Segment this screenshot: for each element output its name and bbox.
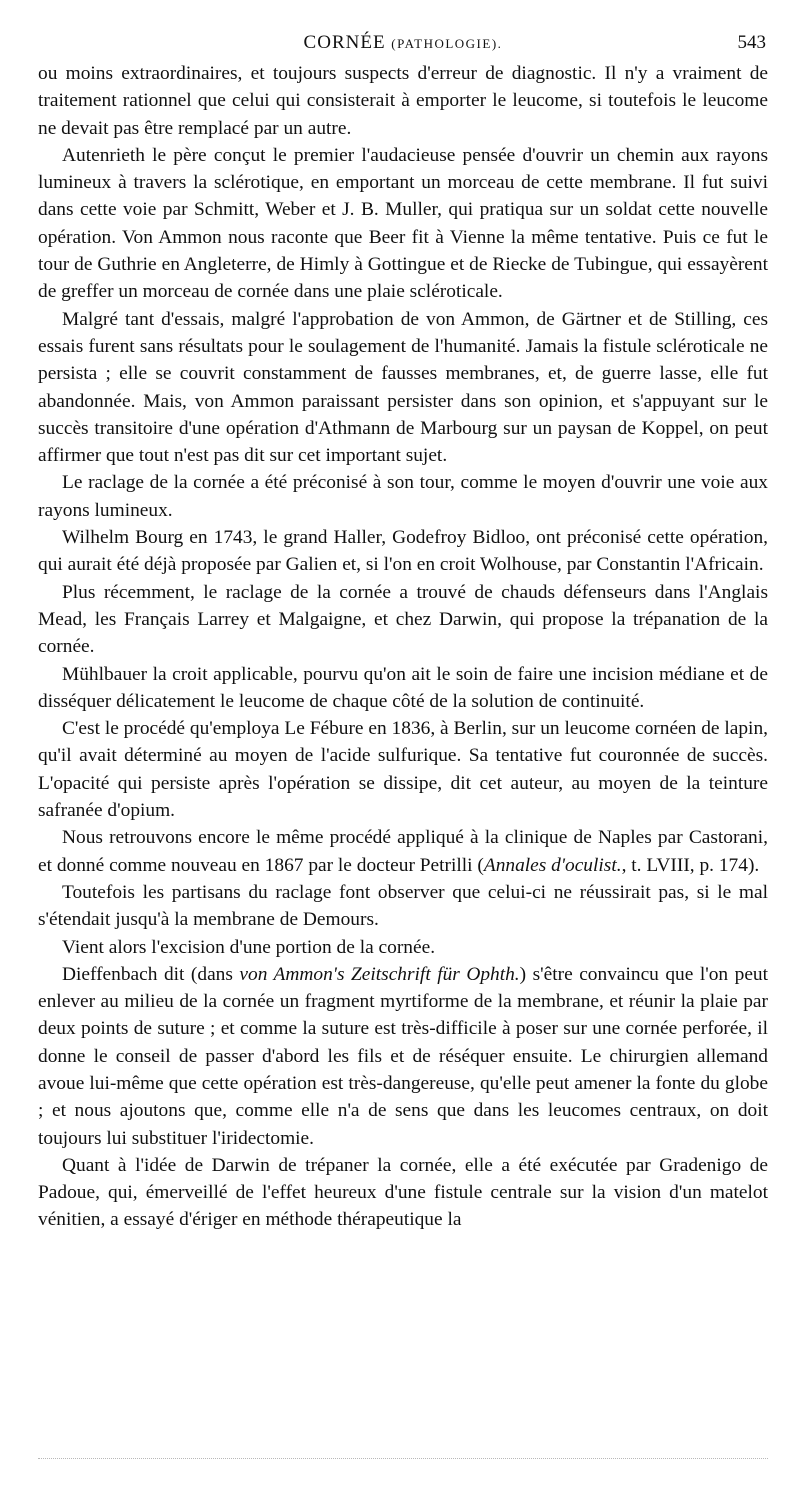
paragraph xyxy=(38,60,768,142)
paragraph xyxy=(38,961,768,1152)
paragraph-text: Wilhelm Bourg en 1743, le grand Haller, Godefroy Bidloo, ont préconisé cette opération, qui aurait été déjà proposée par Galien et, si l'on en croit Wolhouse, par Constantin l'Africain. xyxy=(38,527,768,576)
running-head xyxy=(38,28,768,60)
paragraph-text: ou moins extraordinaires, et toujours suspects d'erreur de diagnostic. Il n'y a vraiment de traitement rationnel que celui qui consisterait à emporter le leucome, si toutefois le leucome ne devait pas être remplacé par un autre. xyxy=(38,63,768,139)
paragraph-text: C'est le procédé qu'employa Le Fébure en 1836, à Berlin, sur un leucome cornéen de lapin, qu'il avait déterminé au moyen de l'acide sulfurique. Sa tentative fut couronnée de succès. L'opacité qui persiste après l'opération se dissipe, dit cet auteur, au moyen de la teinture safranée d'opium. xyxy=(38,718,768,822)
paragraph xyxy=(38,524,768,579)
paragraph xyxy=(38,469,768,524)
paragraph xyxy=(38,306,768,470)
running-head-sub-text: PATHOLOGIE xyxy=(397,36,492,51)
paragraph-text: Malgré tant d'essais, malgré l'approbation de von Ammon, de Gärtner et de Stilling, ces essais furent sans résultats pour le soulagement de l'humanité. Jamais la fistule scléroticale ne persista ; elle se couvrit constamment de fausses membranes, et, de guerre lasse, elle fut abandonnée. Mais, von Ammon paraissant persister dans son opinion, et s'appuyant sur le succès transitoire d'une opération d'Athmann de Marbourg sur un paysan de Koppel, on peut affirmer que tout n'est pas dit sur cet important sujet. xyxy=(38,308,768,467)
paragraph-text: Autenrieth le père conçut le premier l'audacieuse pensée d'ouvrir un chemin aux rayons lumineux à travers la sclérotique, en emportant un morceau de cette membrane. Il fut suivi dans cette voie par Schmitt, Weber et J. B. Muller, qui pratiqua sur un soldat cette nouvelle opération. Von Ammon nous raconte que Beer fit à Vienne la même tentative. Puis ce fut le tour de Guthrie en Angleterre, de Himly à Gottingue et de Riecke de Tubingue, qui essayèrent de greffer un morceau de cornée dans une plaie scléroticale. xyxy=(38,144,768,303)
paragraph-text: Nous retrouvons encore le même procédé appliqué à la clinique de Naples par Castorani, et donné comme nouveau en 1867 par le docteur Petrilli ( xyxy=(38,827,768,876)
paragraph-text: Dieffenbach dit (dans xyxy=(62,963,240,985)
paragraph-text: Vient alors l'excision d'une portion de la cornée. xyxy=(62,936,436,958)
paragraph-text: Toutefois les partisans du raclage font observer que celui-ci ne réussirait pas, si le mal s'étendait jusqu'à la membrane de Demours. xyxy=(38,881,768,931)
bottom-dotted-rule xyxy=(38,1458,768,1459)
paragraph xyxy=(38,661,768,716)
paragraph xyxy=(38,1152,768,1234)
running-head-main: CORNÉE xyxy=(303,32,386,53)
journal-citation: Annales d'oculist. xyxy=(483,854,622,876)
paragraph-text: , t. LVIII, p. 174). xyxy=(621,854,760,876)
paragraph-text: Plus récemment, le raclage de la cornée a trouvé de chauds défenseurs dans l'Anglais Mead, les Français Larrey et Malgaigne, et chez Darwin, qui propose la trépanation de la cornée. xyxy=(38,581,768,658)
body-text xyxy=(38,60,768,1234)
paragraph-text: Mühlbauer la croit applicable, pourvu qu'on ait le soin de faire une incision médiane et de disséquer délicatement le leucome de chaque côté de la solution de continuité. xyxy=(38,663,768,712)
book-page xyxy=(38,28,768,1234)
paragraph xyxy=(38,142,768,306)
page-number: 543 xyxy=(737,32,766,53)
paragraph-text: Quant à l'idée de Darwin de trépaner la cornée, elle a été exécutée par Gradenigo de Padoue, qui, émerveillé de l'effet heureux d'une fistule centrale sur la vision d'un matelot vénitien, a essayé d'ériger en méthode thérapeutique la xyxy=(38,1154,768,1231)
paragraph-text: Le raclage de la cornée a été préconisé à son tour, comme le moyen d'ouvrir une voie aux rayons lumineux. xyxy=(38,472,768,521)
journal-citation: von Ammon's Zeitschrift für Ophth. xyxy=(239,963,520,985)
paragraph xyxy=(38,879,768,934)
running-head-sub: (PATHOLOGIE). xyxy=(391,36,503,51)
paragraph-text: ) s'être convaincu que l'on peut enlever au milieu de la cornée un fragment myrtiforme de la membrane, et réunir la plaie par deux points de suture ; et comme la suture est très-difficile à poser sur une cornée perforée, il donne le conseil de passer d'abord les fils et de réséquer ensuite. Le chirurgien allemand avoue lui-même que cette opération est très-dangereuse, qu'elle peut amener la fonte du globe ; et nous ajoutons que, comme elle n'a de sens que dans les leucomes centraux, on doit toujours lui substituer l'iridectomie. xyxy=(38,963,769,1149)
running-head-title xyxy=(38,32,768,54)
paragraph xyxy=(38,934,768,961)
paragraph xyxy=(38,715,768,824)
paragraph xyxy=(38,579,768,661)
paragraph xyxy=(38,824,768,879)
